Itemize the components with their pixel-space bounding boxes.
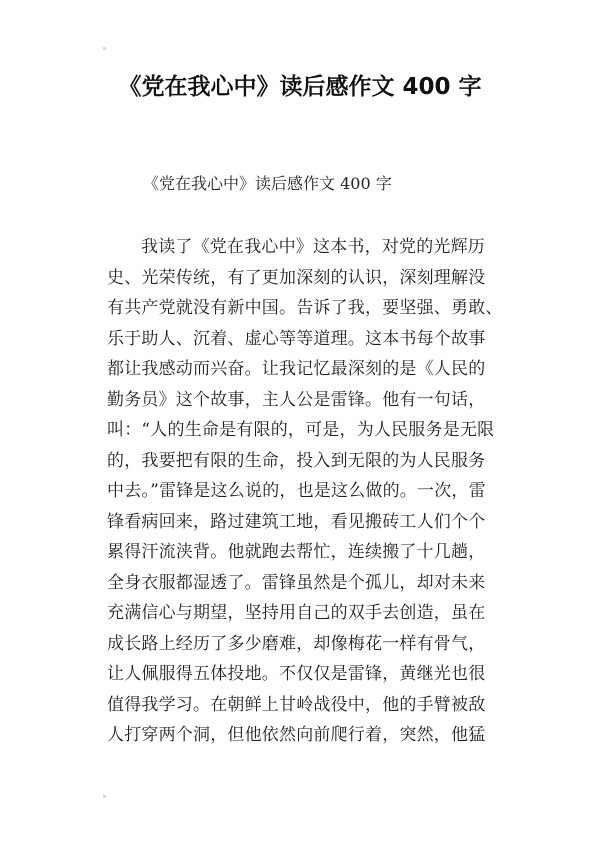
body-line: 让人佩服得五体投地。不仅仅是雷锋，黄继光也很 bbox=[107, 664, 486, 684]
body-line: 都让我感动而兴奋。让我记忆最深刻的是《人民的 bbox=[107, 359, 486, 379]
body-line: 人打穿两个洞，但他依然向前爬行着，突然，他猛 bbox=[107, 725, 486, 745]
document-subtitle: 《党在我心中》读后感作文 400 字 bbox=[143, 174, 392, 193]
corner-mark-top bbox=[103, 47, 106, 50]
body-paragraph bbox=[107, 232, 527, 751]
body-line: 成长路上经历了多少磨难，却像梅花一样有骨气， bbox=[107, 633, 486, 654]
body-line: 中去。”雷锋是这么说的，也是这么做的。一次，雷 bbox=[107, 481, 486, 501]
body-line: 值得我学习。在朝鲜上甘岭战役中，他的手臂被敌 bbox=[107, 694, 486, 715]
body-line: 锋看病回来，路过建筑工地，看见搬砖工人们个个 bbox=[107, 511, 486, 532]
body-line: 全身衣服都湿透了。雷锋虽然是个孤儿，却对未来 bbox=[107, 572, 486, 593]
body-line: 的，我要把有限的生命，投入到无限的为人民服务 bbox=[107, 450, 486, 471]
body-line: 史、光荣传统，有了更加深刻的认识，深刻理解没 bbox=[107, 267, 486, 288]
body-line: 累得汗流浃背。他就跑去帮忙，连续搬了十几趟， bbox=[107, 542, 486, 562]
body-line: 乐于助人、沉着、虚心等等道理。这本书每个故事 bbox=[107, 328, 486, 349]
body-line: 叫：“人的生命是有限的，可是，为人民服务是无限 bbox=[107, 420, 495, 440]
body-line: 我读了《党在我心中》这本书，对党的光辉历 bbox=[141, 237, 485, 257]
body-line: 勤务员》这个故事，主人公是雷锋。他有一句话， bbox=[107, 389, 486, 410]
body-line: 充满信心与期望，坚持用自己的双手去创造，虽在 bbox=[107, 603, 486, 623]
document-title: 《党在我心中》读后感作文 400 字 bbox=[118, 74, 482, 100]
corner-mark-bottom bbox=[103, 795, 106, 798]
body-line: 有共产党就没有新中国。告诉了我，要坚强、勇敢、 bbox=[107, 298, 503, 318]
